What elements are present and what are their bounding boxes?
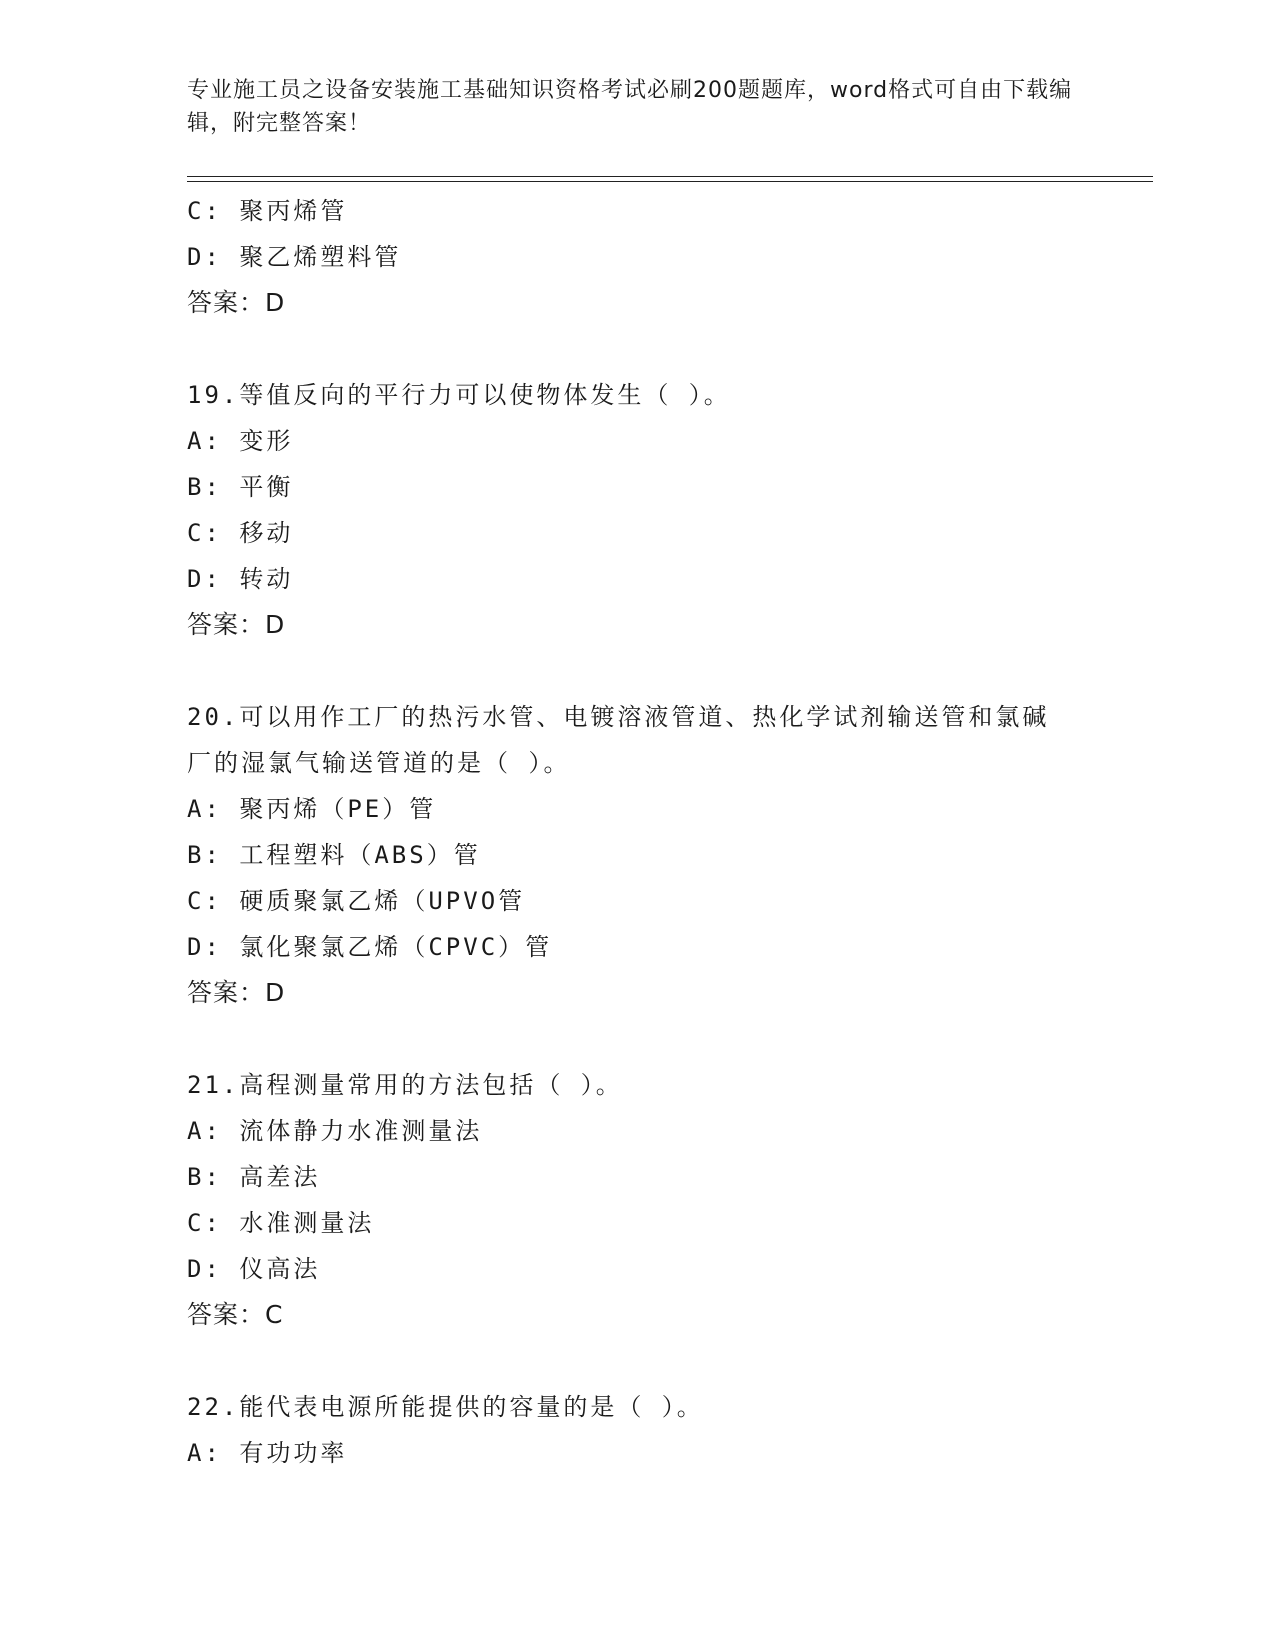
option-d: D: 聚乙烯塑料管 [187,243,402,271]
option-a: A: 变形 [187,427,294,455]
prev-question-block [187,188,1087,326]
spacer [187,1016,1087,1062]
answer-line: 答案：C [187,1300,284,1329]
option-c: C: 聚丙烯管 [187,197,348,225]
question-text: 21.高程测量常用的方法包括（ ）。 [187,1071,623,1099]
option-b: B: 工程塑料（ABS）管 [187,841,481,869]
option-a: A: 有功功率 [187,1439,348,1467]
answer-line: 答案：D [187,288,286,317]
question-block-20 [187,694,1087,1016]
answer-line: 答案：D [187,610,286,639]
option-a: A: 聚丙烯（PE）管 [187,795,437,823]
question-text: 19.等值反向的平行力可以使物体发生（ ）。 [187,381,731,409]
document-header: 专业施工员之设备安装施工基础知识资格考试必刷200题题库，word格式可自由下载编辑，附完整答案！ [187,78,1073,136]
option-b: B: 平衡 [187,473,294,501]
question-block-22 [187,1384,1087,1476]
option-b: B: 高差法 [187,1163,321,1191]
question-list [187,188,1087,1476]
spacer [187,326,1087,372]
option-d: D: 转动 [187,565,294,593]
option-a: A: 流体静力水准测量法 [187,1117,483,1145]
spacer [187,1338,1087,1384]
answer-line: 答案：D [187,978,286,1007]
option-c: C: 水准测量法 [187,1209,375,1237]
question-text: 20.可以用作工厂的热污水管、电镀溶液管道、热化学试剂输送管和氯碱厂的湿氯气输送管道的是（ ）。 [187,703,1050,777]
question-block-21 [187,1062,1087,1338]
spacer [187,648,1087,694]
option-d: D: 氯化聚氯乙烯（CPVC）管 [187,933,553,961]
header-rule-top [187,176,1153,177]
question-text: 22.能代表电源所能提供的容量的是（ ）。 [187,1393,704,1421]
header-rule-bottom [187,181,1153,182]
question-block-19 [187,372,1087,648]
option-c: C: 移动 [187,519,294,547]
option-d: D: 仪高法 [187,1255,321,1283]
option-c: C: 硬质聚氯乙烯（UPVO管 [187,887,526,915]
